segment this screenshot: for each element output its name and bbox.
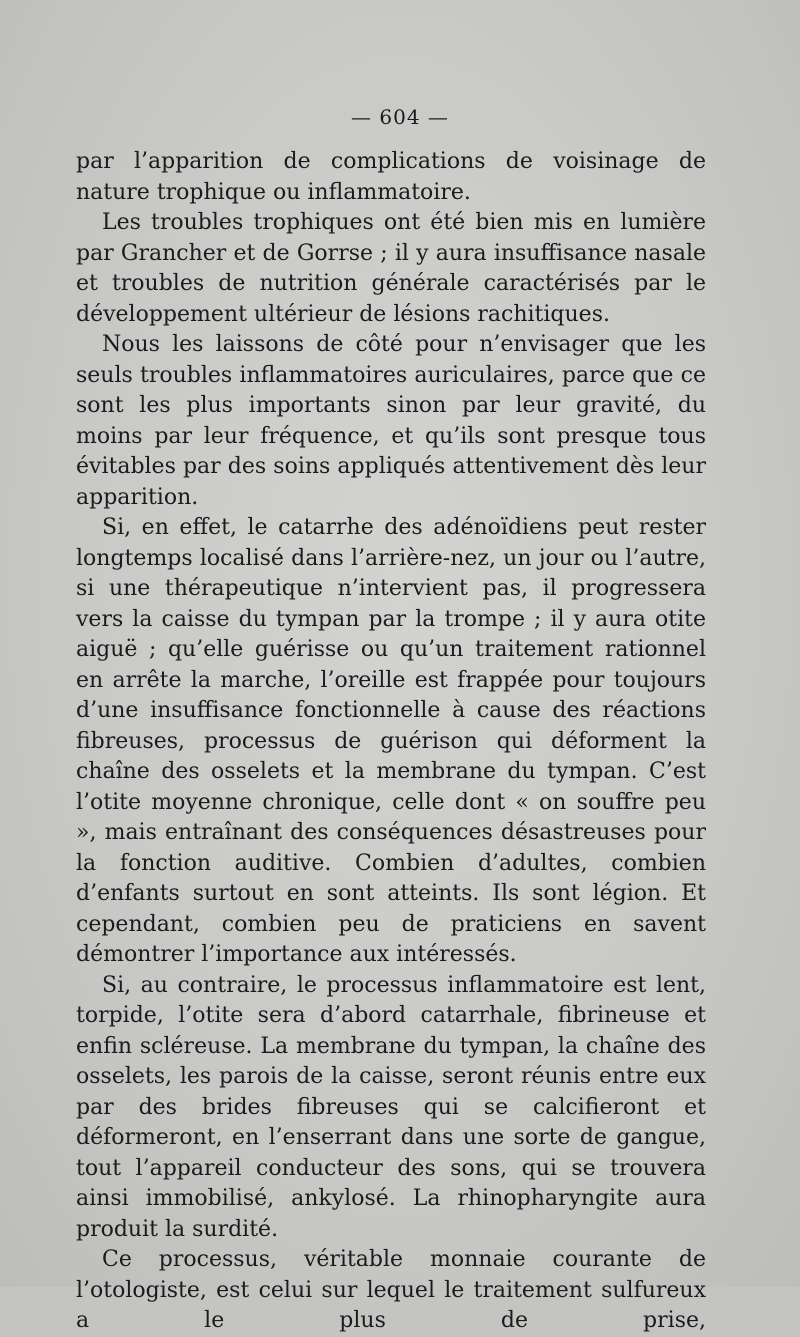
paragraph: par l’apparition de complications de voisinage de nature trophique ou inflammatoire.	[76, 149, 706, 205]
paragraph: Ce processus, véritable monnaie courante de l’otologiste, est celui sur lequel le traitement sulfureux a le plus de prise,	[76, 1247, 706, 1333]
body-text	[76, 147, 706, 1337]
paragraph: Si, en effet, le catarrhe des adénoïdiens peut rester longtemps localisé dans l’arrière-nez, un jour ou l’autre, si une thérapeutique n’intervient pas, il progressera vers la caisse du tympan par la trompe ; il y aura otite aiguë ; qu’elle guérisse ou qu’un traitement rationnel en arrête la marche, l’oreille est frappée pour toujours d’une insuffisance fonctionnelle à cause des réactions fibreuses, processus de guérison qui déforment la chaîne des osselets et la membrane du tympan. C’est l’otite moyenne chronique, celle dont « on souffre peu », mais entraînant des conséquences désastreuses pour la fonction auditive. Combien d’adultes, combien d’enfants surtout en sont atteints. Ils sont légion. Et cependant, combien peu de praticiens en savent démontrer l’importance aux intéressés.	[76, 515, 706, 967]
paragraph: Si, au contraire, le processus inflammatoire est lent, torpide, l’otite sera d’abord catarrhale, fibrineuse et enfin scléreuse. La membrane du tympan, la chaîne des osselets, les parois de la caisse, seront réunis entre eux par des brides fibreuses qui se calcifieront et déformeront, en l’enserrant dans une sorte de gangue, tout l’appareil conducteur des sons, qui se trouvera ainsi immobilisé, ankylosé. La rhinopharyngite aura produit la surdité.	[76, 972, 706, 1242]
paragraph: Nous les laissons de côté pour n’envisager que les seuls troubles inflammatoires auriculaires, parce que ce sont les plus importants sinon par leur gravité, du moins par leur fréquence, et qu’ils sont presque tous évitables par des soins appliqués attentivement dès leur apparition.	[76, 332, 706, 510]
page-number: — 604 —	[351, 105, 449, 129]
paragraph: Les troubles trophiques ont été bien mis en lumière par Grancher et de Gorrse ; il y aura insuffisance nasale et troubles de nutrition générale caractérisés par le développement ultérieur de lésions rachitiques.	[76, 210, 706, 327]
